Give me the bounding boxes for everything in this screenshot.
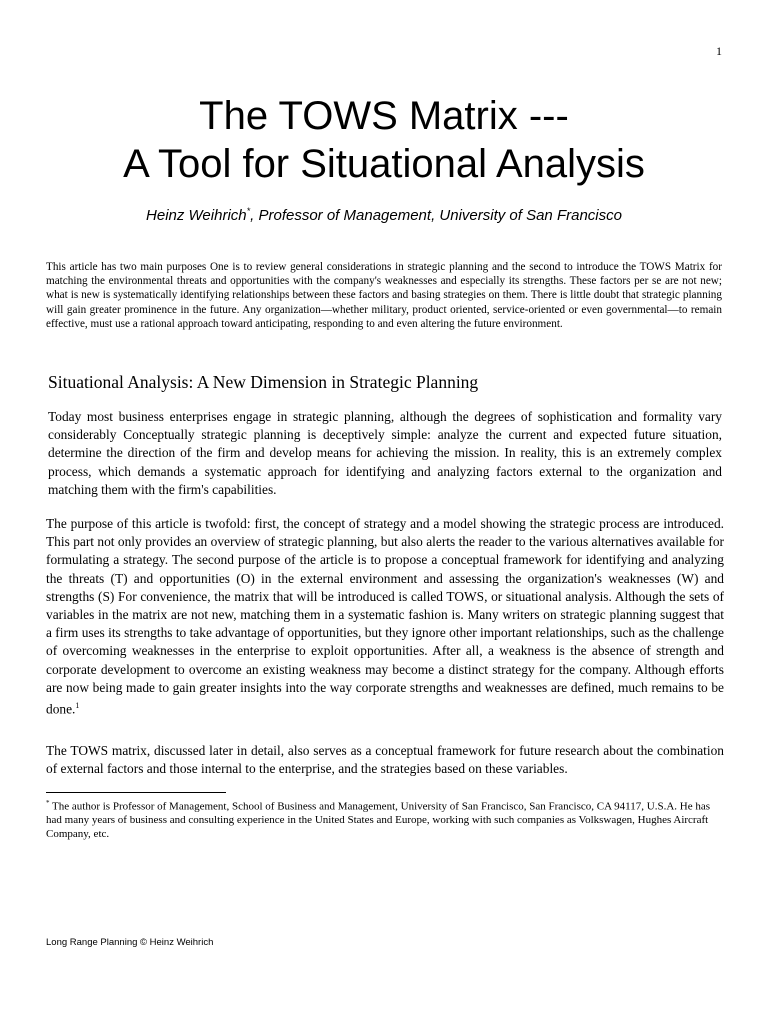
author-affiliation: , Professor of Management, University of San Francisco	[250, 207, 622, 224]
page-number: 1	[716, 44, 722, 58]
abstract: This article has two main purposes One is to review general considerations in strategic planning and the second to introduce the TOWS Matrix for matching the environmental threats and opportunities with the company's weaknesses and especially its strengths. These factors per se are not new; what is new is systematically identifying relationships between these factors and basing strategies on them. There is little doubt that strategic planning will gain greater prominence in the future. Any organization—whether military, product oriented, service-oriented or even governmental—to remain effective, must use a rational approach toward anticipating, responding to and even altering the future environment.	[46, 261, 722, 330]
title-line-1: The TOWS Matrix ---	[199, 94, 569, 138]
section-heading: Situational Analysis: A New Dimension in Strategic Planning	[48, 372, 479, 392]
footnote-marker: *	[46, 799, 50, 807]
footnote-text: The author is Professor of Management, School of Business and Management, University of San Francisco, San Francisco, CA 94117, U.S.A. He has had many years of business and consulting experience in the United States and Europe, working with such companies as Volkswagen, Hughes Aircraft Company, etc.	[46, 800, 711, 840]
footnote-ref-1: 1	[75, 701, 80, 711]
author-name: Heinz Weihrich	[146, 207, 247, 224]
body-paragraph-3: The TOWS matrix, discussed later in detail, also serves as a conceptual framework for future research about the combination of external factors and those internal to the enterprise, and the strategies based on these variables.	[46, 743, 724, 777]
author-footnote-marker: *	[246, 206, 251, 216]
body-paragraph-2	[46, 515, 724, 719]
title-line-2: A Tool for Situational Analysis	[123, 142, 645, 186]
body-paragraph-2-text: The purpose of this article is twofold: first, the concept of strategy and a model showing the strategic process are introduced. This part not only provides an overview of strategic planning, but also alerts the reader to the various alternatives available for formulating a strategy. The second purpose of the article is to propose a conceptual framework for identifying and analyzing the threats (T) and opportunities (O) in the external environment and assessing the organization's weaknesses (W) and strengths (S) For convenience, the matrix that will be introduced is called TOWS, or situational analysis. Although the sets of variables in the matrix are not new, matching them in a systematic fashion is. Many writers on strategic planning suggest that a firm uses its strengths to take advantage of opportunities, but they ignore other important relationships, such as the challenge of overcoming weaknesses in the enterprise to exploit opportunities. After all, a weakness is the absence of strength and corporate development to overcome an existing weakness may become a distinct strategy for the company. Although efforts are now being made to gain greater insights into the way corporate strengths and weaknesses are defined, much remains to be done.	[46, 516, 724, 717]
intro-paragraph: Today most business enterprises engage in strategic planning, although the degrees of sophistication and formality vary considerably Conceptually strategic planning is deceptively simple: analyze the current and expected future situation, determine the direction of the firm and develop means for achieving the mission. In reality, this is an extremely complex process, which demands a systematic approach for identifying and analyzing factors external to the organization and matching them with the firm's capabilities.	[48, 409, 722, 497]
document-title	[0, 92, 768, 188]
author-byline	[0, 206, 768, 224]
footnote	[46, 797, 724, 841]
page-footer: Long Range Planning © Heinz Weihrich	[46, 937, 214, 948]
footnote-divider	[46, 792, 226, 793]
